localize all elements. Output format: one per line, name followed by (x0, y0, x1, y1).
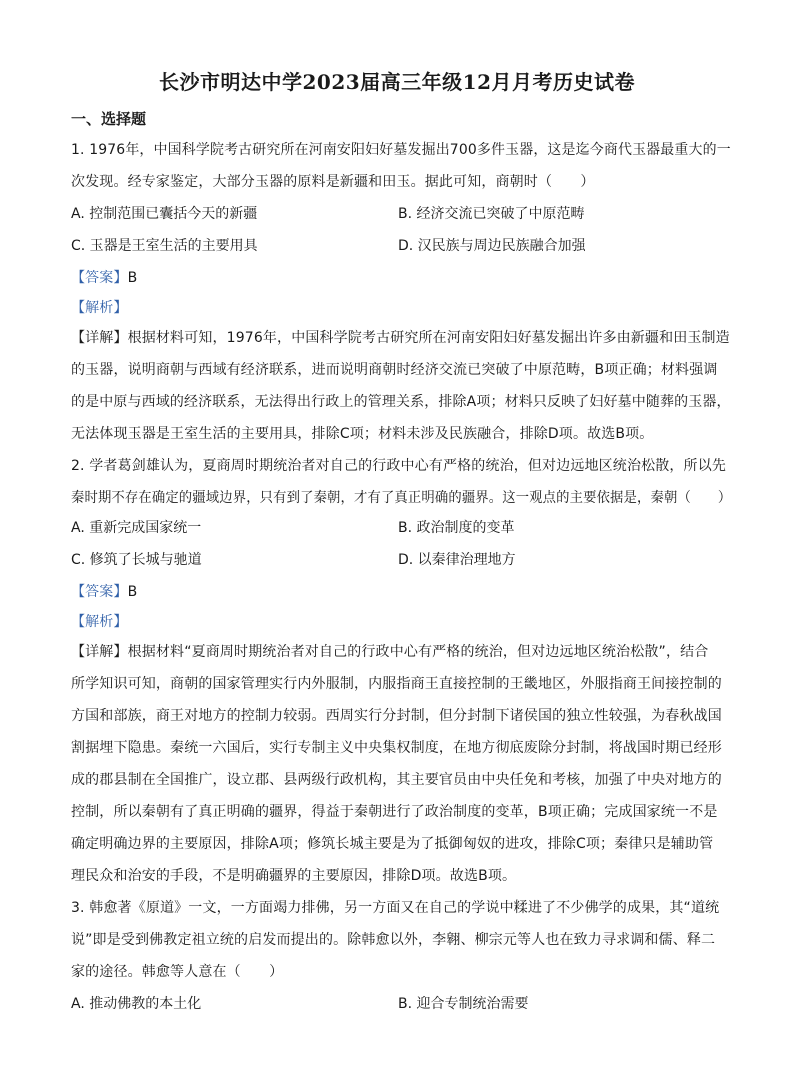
question-2-option-b: B. 政治制度的变革 (398, 520, 515, 536)
detail-text: 根据材料“夏商周时期统治者对自己的行政中心有严格的统治，但对边远地区统治松散”，结合 (127, 644, 709, 660)
question-3-stem-line-1: 3. 韩愈著《原道》一文，一方面竭力排佛，另一方面又在自己的学说中糅进了不少佛学的成果，其“道统 (71, 900, 720, 916)
detail-tag: 【详解】 (71, 330, 128, 346)
page-title: 长沙市明达中学2023届高三年级12月月考历史试卷 (159, 70, 635, 94)
question-2-option-d: D. 以秦律治理地方 (398, 552, 516, 568)
question-1-option-d: D. 汉民族与周边民族融合加强 (398, 238, 586, 254)
question-1-detail-line-4: 无法体现玉器是王室生活的主要用具，排除C项；材料未涉及民族融合，排除D项。故选B项。 (71, 426, 654, 442)
question-3-stem-line-2: 说”即是受到佛教定祖立统的启发而提出的。除韩愈以外，李翱、柳宗元等人也在致力寻求调和儒、释二 (71, 932, 716, 948)
question-2-detail-line-6: 控制，所以秦朝有了真正明确的疆界，得益于秦朝进行了政治制度的变革，B项正确；完成国家统一不是 (71, 804, 718, 820)
question-2-detail-line-3: 方国和部族，商王对地方的控制力较弱。西周实行分封制，但分封制下诸侯国的独立性较强，为春秋战国 (71, 708, 722, 724)
question-1-option-a: A. 控制范围已囊括今天的新疆 (71, 206, 258, 222)
answer-value: B (127, 270, 138, 286)
question-2-detail-line-5: 成的郡县制在全国推广，设立郡、县两级行政机构，其主要官员由中央任免和考核，加强了中央对地方的 (71, 772, 722, 788)
detail-text: 根据材料可知，1976年，中国科学院考古研究所在河南安阳妇好墓发掘出许多由新疆和田玉制造 (127, 330, 730, 346)
question-2-detail-line-7: 确定明确边界的主要原因，排除A项；修筑长城主要是为了抵御匈奴的进攻，排除C项；秦律只是辅助管 (71, 836, 714, 852)
section-heading: 一、选择题 (71, 110, 147, 128)
question-2-detail-line-8: 理民众和治安的手段，不是明确疆界的主要原因，排除D项。故选B项。 (71, 868, 517, 884)
question-2-analysis (71, 612, 731, 632)
question-1-option-b: B. 经济交流已突破了中原范畴 (398, 206, 585, 222)
question-1-detail-line-3: 的是中原与西域的经济联系，无法得出行政上的管理关系，排除A项；材料只反映了妇好墓中随葬的玉器， (71, 394, 731, 410)
detail-tag: 【详解】 (71, 644, 128, 660)
question-1-analysis (71, 298, 731, 318)
question-3-option-b: B. 迎合专制统治需要 (398, 996, 529, 1012)
question-1-answer (71, 268, 731, 288)
question-2-detail-line-4: 割据埋下隐患。秦统一六国后，实行专制主义中央集权制度，在地方彻底废除分封制，将战国时期已经形 (71, 740, 722, 756)
question-3-option-a: A. 推动佛教的本土化 (71, 996, 202, 1012)
question-1-detail-line-2: 的玉器，说明商朝与西域有经济联系，进而说明商朝时经济交流已突破了中原范畴，B项正确；材料强调 (71, 362, 718, 378)
question-2-option-a: A. 重新完成国家统一 (71, 520, 202, 536)
answer-tag: 【答案】 (71, 584, 128, 600)
question-1-stem-line-1: 1. 1976年，中国科学院考古研究所在河南安阳妇好墓发掘出700多件玉器，这是迄今商代玉器最重大的一 (71, 142, 731, 158)
question-2-detail-line-2: 所学知识可知，商朝的国家管理实行内外服制，内服指商王直接控制的王畿地区，外服指商王间接控制的 (71, 676, 722, 692)
question-2-stem-line-1: 2. 学者葛剑雄认为，夏商周时期统治者对自己的行政中心有严格的统治，但对边远地区统治松散，所以先 (71, 458, 727, 474)
answer-tag: 【答案】 (71, 270, 128, 286)
analysis-tag: 【解析】 (71, 300, 128, 316)
question-2-stem-line-2: 秦时期不存在确定的疆域边界，只有到了秦朝，才有了真正明确的疆界。这一观点的主要依据是，秦朝（ ） (71, 490, 732, 506)
question-1-detail-line-1 (71, 328, 731, 348)
question-2-answer (71, 582, 731, 602)
question-2-option-c: C. 修筑了长城与驰道 (71, 552, 202, 568)
analysis-tag: 【解析】 (71, 614, 128, 630)
answer-value: B (127, 584, 138, 600)
question-2-detail-line-1 (71, 642, 731, 662)
question-1-stem-line-2: 次发现。经专家鉴定，大部分玉器的原料是新疆和田玉。据此可知，商朝时（ ） (71, 174, 595, 190)
question-1-option-c: C. 玉器是王室生活的主要用具 (71, 238, 258, 254)
question-3-stem-line-3: 家的途径。韩愈等人意在（ ） (71, 964, 284, 980)
